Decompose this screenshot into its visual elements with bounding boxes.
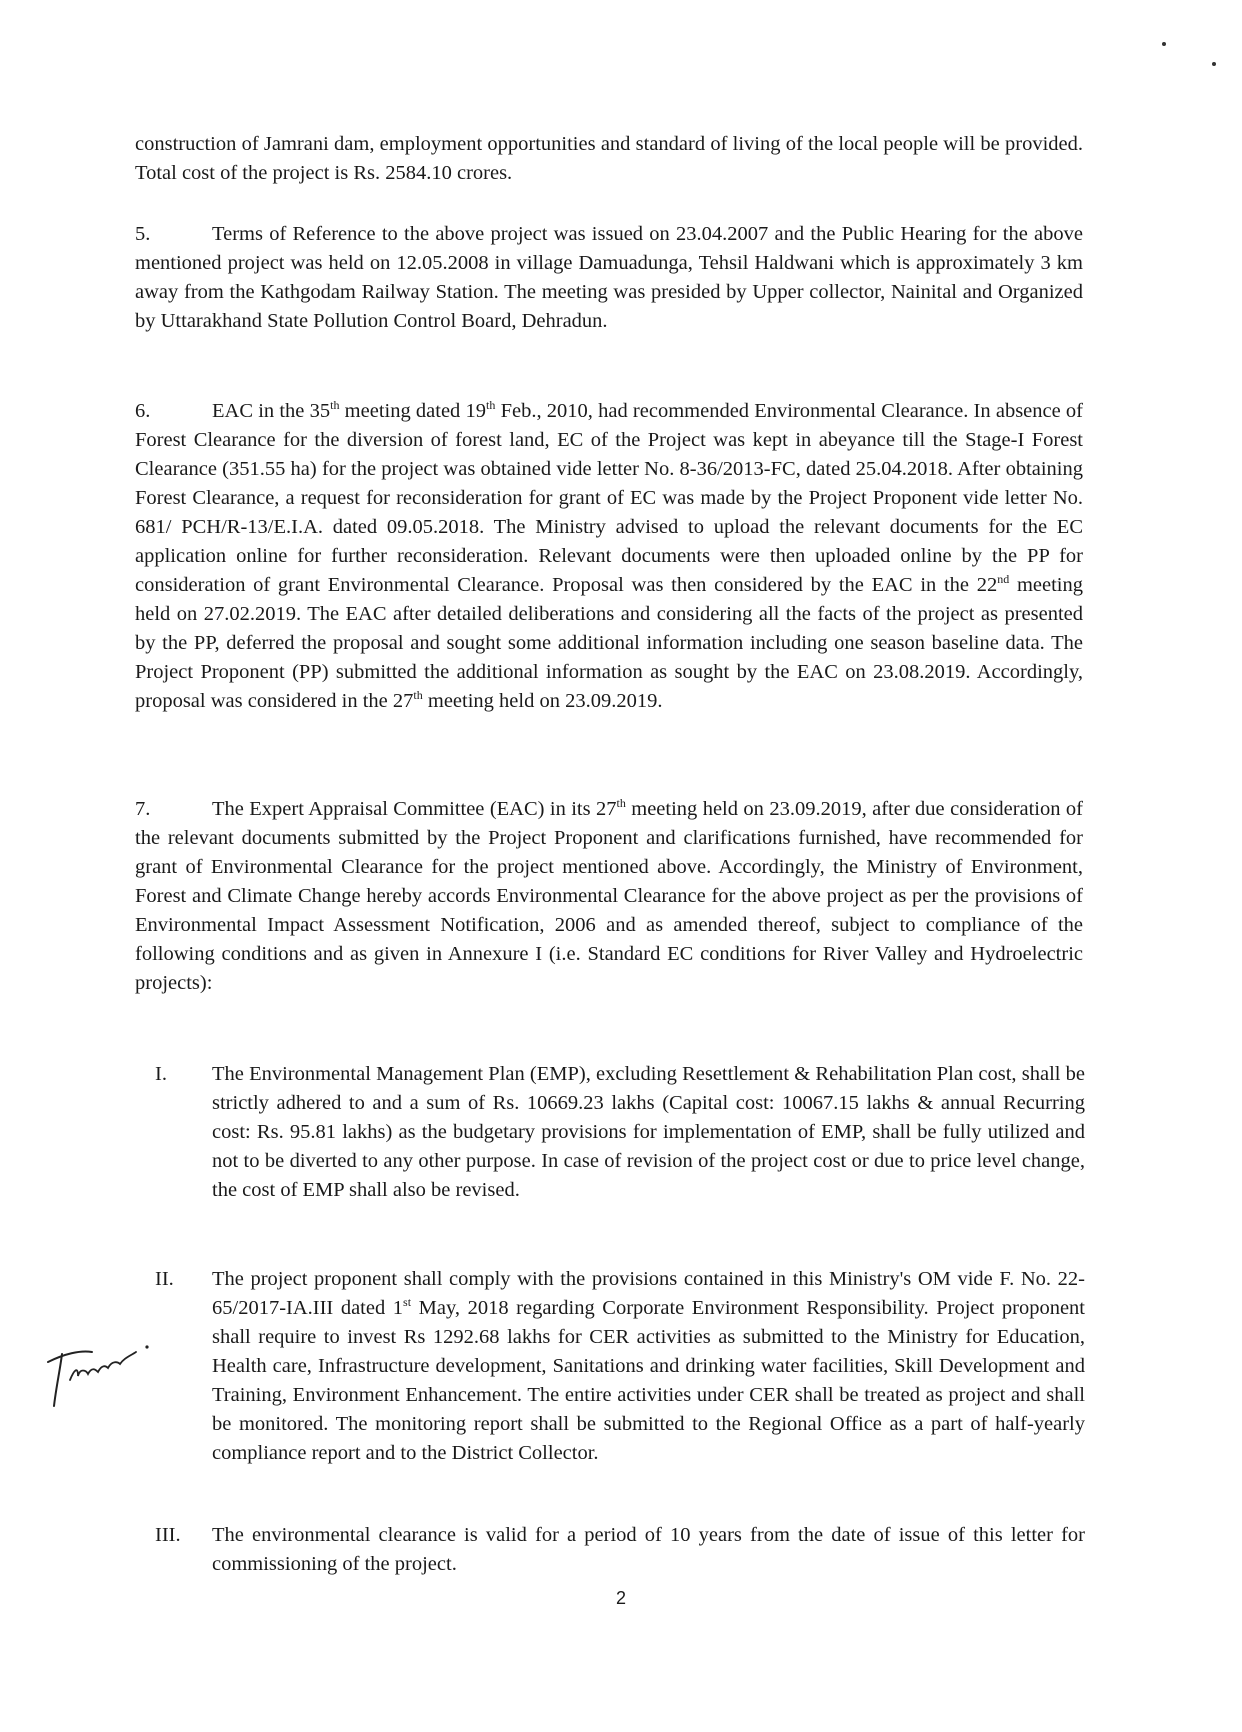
paragraph-number: 7. bbox=[135, 798, 151, 820]
paragraph-7: 7. The Expert Appraisal Committee (EAC) in its 27th meeting held on 23.09.2019, after due consideration of the relevant documents submitted by the Project Proponent and clarifications furnished, have recommended for grant of Environmental Clearance for the project mentioned above. Accordingly, the Ministry of Environment, Forest and Climate Change hereby accords Environmental Clearance for the above project as per the provisions of Environmental Impact Assessment Notification, 2006 and as amended thereof, subject to compliance of the following conditions and as given in Annexure I (i.e. Standard EC conditions for River Valley and Hydroelectric projects): bbox=[135, 796, 1083, 994]
condition-text: The Environmental Management Plan (EMP), excluding Resettlement & Rehabilitation Plan cost, shall be strictly adhered to and a sum of Rs. 10669.23 lakhs (Capital cost: 10067.15 lakhs & annual Recurring cost: Rs. 95.81 lakhs) as the budgetary provisions for implementation of EMP, shall be fully utilized and not to be diverted to any other purpose. In case of revision of the project cost or due to price level change, the cost of EMP shall also be revised. bbox=[212, 1063, 1085, 1201]
condition-numeral: I. bbox=[155, 1063, 167, 1085]
paragraph-number: 6. bbox=[135, 400, 151, 422]
paragraph-5: 5. Terms of Reference to the above project was issued on 23.04.2007 and the Public Hearing for the above mentioned project was held on 12.05.2008 in village Damuadunga, Tehsil Haldwani which is approximately 3 km away from the Kathgodam Railway Station. The meeting was presided by Upper collector, Nainital and Organized by Uttarakhand State Pollution Control Board, Dehradun. bbox=[135, 220, 1083, 336]
handwritten-signature bbox=[44, 1340, 154, 1410]
paragraph-6: 6. EAC in the 35th meeting dated 19th Feb., 2010, had recommended Environmental Clearance. In absence of Forest Clearance for the diversion of forest land, EC of the Project was kept in abeyance till the Stage-I Forest Clearance (351.55 ha) for the project was obtained vide letter No. 8-36/2013-FC, dated 25.04.2018. After obtaining Forest Clearance, a request for reconsideration for grant of EC was made by the Project Proponent vide letter No. 681/ PCH/R-13/E.I.A. dated 09.05.2018. The Ministry advised to upload the relevant documents for the EC application online for further reconsideration. Relevant documents were then uploaded online by the PP for consideration of grant Environmental Clearance. Proposal was then considered by the EAC in the 22nd meeting held on 27.02.2019. The EAC after detailed deliberations and considering all the facts of the project as presented by the PP, deferred the proposal and sought some additional information including one season baseline data. The Project Proponent (PP) submitted the additional information as sought by the EAC on 23.08.2019. Accordingly, proposal was considered in the 27th meeting held on 23.09.2019. bbox=[135, 398, 1083, 712]
condition-text: The environmental clearance is valid for a period of 10 years from the date of issue of this letter for commissioning of the project. bbox=[212, 1524, 1085, 1575]
paragraph-number: 5. bbox=[135, 223, 151, 245]
condition-numeral: II. bbox=[155, 1268, 174, 1290]
scan-speck bbox=[1212, 62, 1216, 66]
page-number: 2 bbox=[615, 1588, 626, 1608]
scan-speck bbox=[1162, 42, 1166, 46]
condition-numeral: III. bbox=[155, 1524, 181, 1546]
condition-text: The project proponent shall comply with the provisions contained in this Ministry's OM vide F. No. 22-65/2017-IA.III dated 1st May, 2018 regarding Corporate Environment Responsibility. Project proponent shall require to invest Rs 1292.68 lakhs for CER activities as submitted to the Ministry for Education, Health care, Infrastructure development, Sanitations and drinking water facilities, Skill Development and Training, Environment Enhancement. The entire activities under CER shall be treated as project and shall be monitored. The monitoring report shall be submitted to the Regional Office as a part of half-yearly compliance report and to the District Collector. bbox=[212, 1268, 1085, 1464]
intro-paragraph: construction of Jamrani dam, employment opportunities and standard of living of the local people will be provided. Total cost of the project is Rs. 2584.10 crores. bbox=[135, 133, 1083, 184]
